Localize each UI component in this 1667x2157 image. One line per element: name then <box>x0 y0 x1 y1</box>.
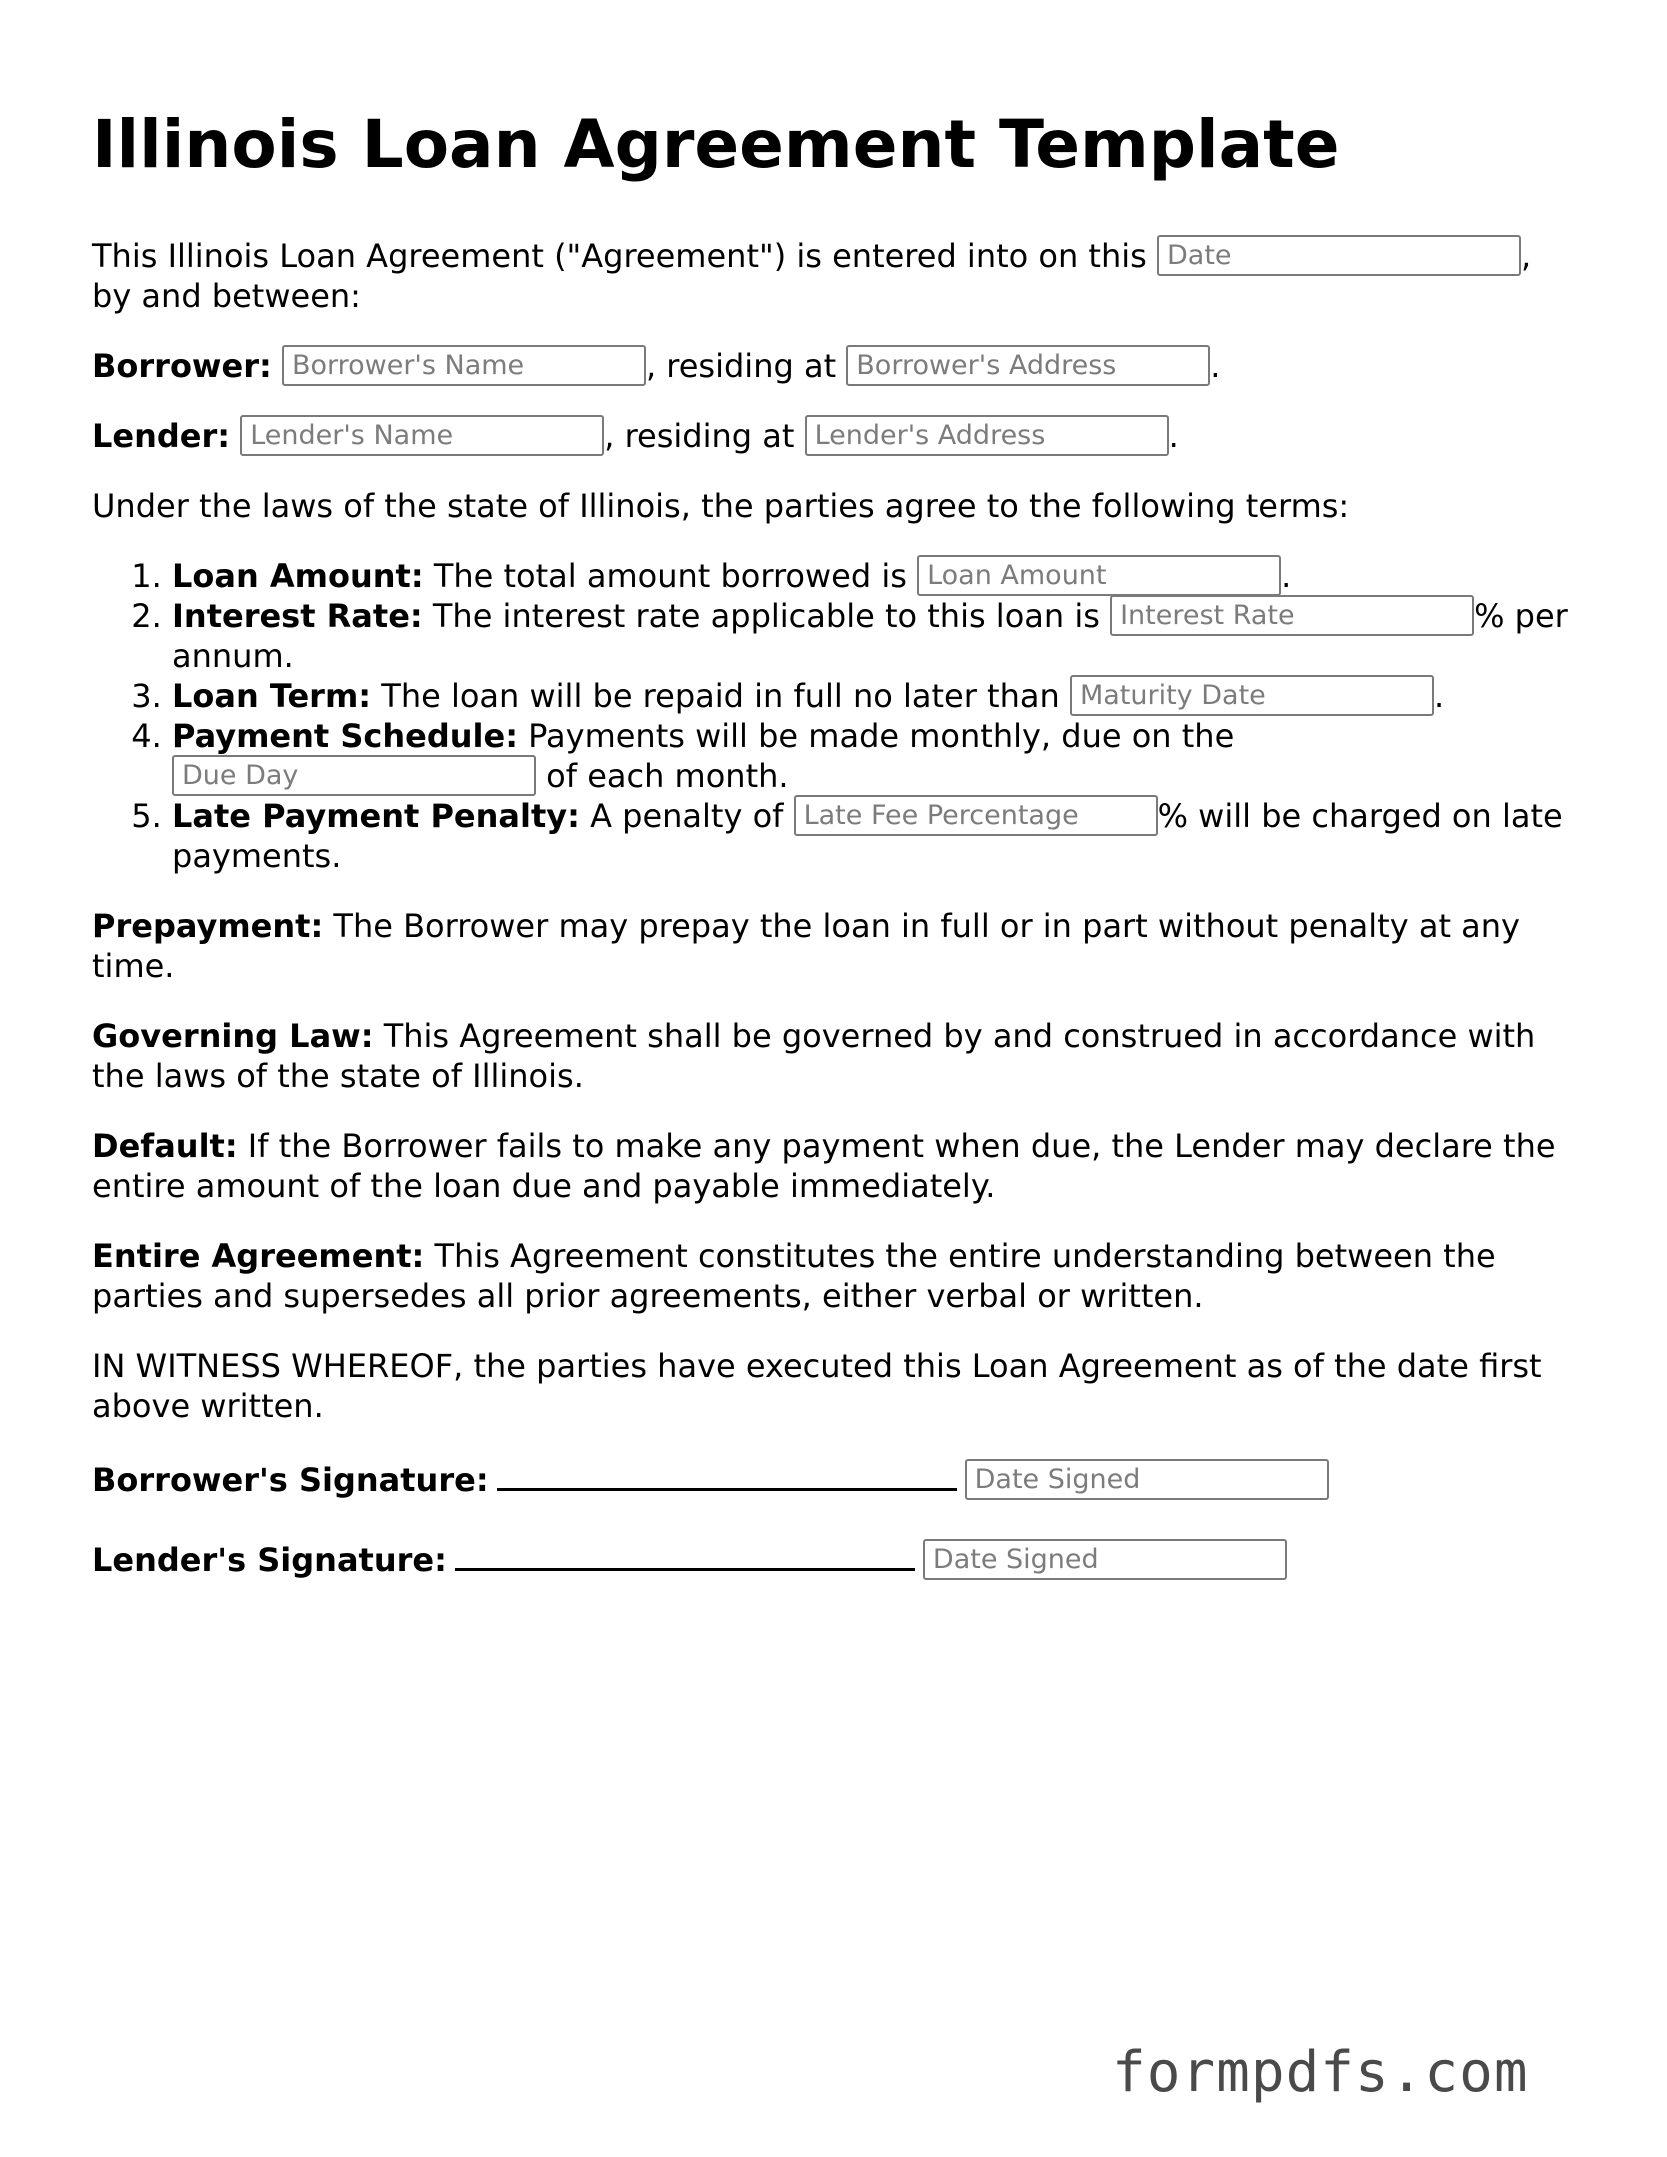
list-item-interest-rate <box>172 596 1572 676</box>
entire-agreement-label: Entire Agreement: <box>92 1237 425 1275</box>
loan-amount-label: Loan Amount: <box>172 557 424 595</box>
terms-list <box>92 556 1572 876</box>
late-penalty-label: Late Payment Penalty: <box>172 797 580 835</box>
list-item-late-penalty <box>172 796 1572 876</box>
page-title: Illinois Loan Agreement Template <box>92 106 1340 183</box>
governing-law-paragraph <box>92 1016 1572 1096</box>
borrower-residing-text: , residing at <box>645 347 837 385</box>
intro-text: This Illinois Loan Agreement ("Agreement") is entered into on this <box>92 237 1147 275</box>
watermark: formpdfs.com <box>1112 2040 1529 2105</box>
prepayment-label: Prepayment: <box>92 907 324 945</box>
loan-amount-text: The total amount borrowed is <box>433 557 907 595</box>
borrower-signature-row <box>92 1456 1572 1500</box>
interest-rate-end: % per annum. <box>172 597 1568 675</box>
payment-schedule-label: Payment Schedule: <box>172 717 518 755</box>
prepayment-text: The Borrower may prepay the loan in full or in part without penalty at any time. <box>92 907 1520 985</box>
lender-signature-line[interactable] <box>455 1536 915 1571</box>
lender-signature-label: Lender's Signature: <box>92 1541 447 1579</box>
default-paragraph <box>92 1126 1572 1206</box>
list-item-loan-amount <box>172 556 1572 596</box>
late-penalty-text: A penalty of <box>590 797 784 835</box>
list-item-loan-term <box>172 676 1572 716</box>
document-body <box>92 236 1572 1616</box>
borrower-date-signed-field[interactable]: Date Signed <box>965 1459 1329 1500</box>
borrower-signature-label: Borrower's Signature: <box>92 1461 489 1499</box>
interest-rate-label: Interest Rate: <box>172 597 423 635</box>
lender-end: . <box>1168 417 1179 455</box>
governing-law-label: Governing Law: <box>92 1017 374 1055</box>
governing-law-text: This Agreement shall be governed by and construed in accordance with the laws of the state of Illinois. <box>92 1017 1536 1095</box>
intro-paragraph <box>92 236 1572 316</box>
payment-schedule-end: of each month. <box>546 757 789 795</box>
loan-amount-end: . <box>1281 557 1292 595</box>
loan-term-text: The loan will be repaid in full no later than <box>381 677 1060 715</box>
lender-paragraph <box>92 416 1572 456</box>
lender-address-field[interactable]: Lender's Address <box>805 415 1169 456</box>
borrower-name-field[interactable]: Borrower's Name <box>282 345 646 386</box>
maturity-date-field[interactable]: Maturity Date <box>1070 675 1434 716</box>
borrower-signature-line[interactable] <box>497 1456 957 1491</box>
borrower-end: . <box>1210 347 1221 385</box>
lender-label: Lender: <box>92 417 231 455</box>
due-day-field[interactable]: Due Day <box>172 755 536 796</box>
lender-signature-row <box>92 1536 1572 1580</box>
default-label: Default: <box>92 1127 238 1165</box>
late-penalty-end: % will be charged on late payments. <box>172 797 1563 875</box>
list-item-payment-schedule <box>172 716 1572 796</box>
prepayment-paragraph <box>92 906 1572 986</box>
entire-agreement-text: This Agreement constitutes the entire understanding between the parties and supersedes all prior agreements, either verbal or written. <box>92 1237 1496 1315</box>
late-fee-field[interactable]: Late Fee Percentage <box>794 795 1158 836</box>
interest-rate-text: The interest rate applicable to this loan is <box>432 597 1100 635</box>
agreement-date-field[interactable]: Date <box>1157 235 1521 276</box>
terms-intro: Under the laws of the state of Illinois, the parties agree to the following terms: <box>92 487 1350 525</box>
loan-term-end: . <box>1433 677 1445 715</box>
entire-agreement-paragraph <box>92 1236 1572 1316</box>
interest-rate-field[interactable]: Interest Rate <box>1110 595 1474 636</box>
lender-residing-text: , residing at <box>604 417 795 455</box>
witness-paragraph: IN WITNESS WHEREOF, the parties have executed this Loan Agreement as of the date first above written. <box>92 1347 1542 1425</box>
borrower-label: Borrower: <box>92 347 272 385</box>
payment-schedule-text: Payments will be made monthly, due on the <box>528 717 1235 755</box>
borrower-address-field[interactable]: Borrower's Address <box>846 345 1210 386</box>
lender-date-signed-field[interactable]: Date Signed <box>923 1539 1287 1580</box>
loan-term-label: Loan Term: <box>172 677 372 715</box>
borrower-paragraph <box>92 346 1572 386</box>
default-text: If the Borrower fails to make any payment when due, the Lender may declare the entire amount of the loan due and payable immediately. <box>92 1127 1556 1205</box>
lender-name-field[interactable]: Lender's Name <box>240 415 604 456</box>
loan-amount-field[interactable]: Loan Amount <box>917 555 1281 596</box>
intro-text-after: , by and between: <box>92 237 1532 315</box>
